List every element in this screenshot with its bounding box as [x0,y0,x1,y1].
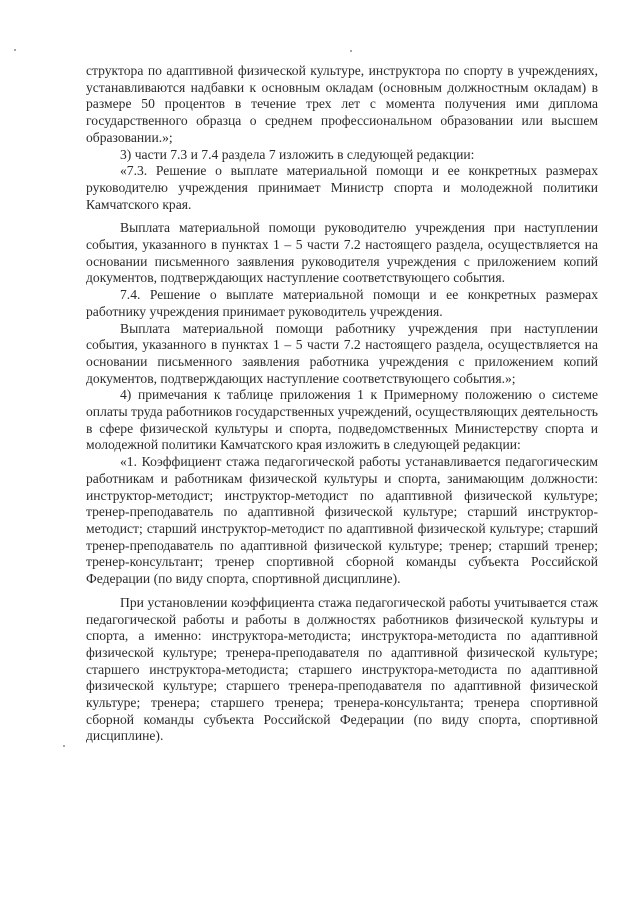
paragraph-8: «1. Коэффициент стажа педагогической работы устанавливается педагогическим работникам и работникам физической культуры и спорта, занимающим должности: инструктор-методист; инструктор-методист по адаптивной физической культуре; тренер-преподаватель по адаптивной физической культуре; старший инструктор-методист; старший инструктор-методист по адаптивной физической культуре; старший тренер-преподаватель по адаптивной физической культуре; тренер; старший тренер; тренер-консультант; тренер спортивной сборной команды субъекта Российской Федерации (по виду спорта, спортивной дисциплине). [86,454,598,587]
document-body [86,63,598,745]
paragraph-9: При установлении коэффициента стажа педагогической работы учитывается стаж педагогической работы и работы в должностях работников физической культуры и спорта, а именно: инструктора-методиста; инструктора-методиста по адаптивной физической культуре; тренера-преподавателя по адаптивной физической культуре; старшего инструктора-методиста; старшего инструктора-методиста по адаптивной физической культуре; старшего тренера-преподавателя по адаптивной физической культуре; тренера; старшего тренера; тренера-консультанта; тренера спортивной сборной команды субъекта Российской Федерации (по виду спорта, спортивной дисциплине). [86,594,598,744]
paragraph-6: Выплата материальной помощи работнику учреждения при наступлении события, указанного в пунктах 1 – 5 части 7.2 настоящего раздела, осуществляется на основании письменного заявления работника учреждения с приложением копий документов, подтверждающих наступление соответствующего события.»; [86,320,598,386]
scan-speck [63,745,65,747]
scan-speck [14,49,16,51]
paragraph-4: Выплата материальной помощи руководителю учреждения при наступлении события, указанного в пунктах 1 – 5 части 7.2 настоящего раздела, осуществляется на основании письменного заявления руководителя учреждения с приложением копий документов, подтверждающих наступление соответствующего события. [86,220,598,286]
paragraph-3: «7.3. Решение о выплате материальной помощи и ее конкретных размерах руководителю учреждения принимает Министр спорта и молодежной политики Камчатского края. [86,163,598,212]
paragraph-1: структора по адаптивной физической культуре, инструктора по спорту в учреждениях, устанавливаются надбавки к основным окладам (основным должностным окладам) в размере 50 процентов в течение трех лет с момента получения ими диплома государственного образца о среднем профессиональном образовании или высшем образовании.»; [86,63,598,145]
scan-speck [350,50,352,52]
paragraph-7: 4) примечания к таблице приложения 1 к Примерному положению о системе оплаты труда работников государственных учреждений, осуществляющих деятельность в сфере физической культуры и спорта, подведомственных Министерству спорта и молодежной политики Камчатского края изложить в следующей редакции: [86,387,598,453]
paragraph-2: 3) части 7.3 и 7.4 раздела 7 изложить в следующей редакции: [120,146,475,162]
paragraph-5: 7.4. Решение о выплате материальной помощи и ее конкретных размерах работнику учреждения принимает руководитель учреждения. [86,287,598,319]
